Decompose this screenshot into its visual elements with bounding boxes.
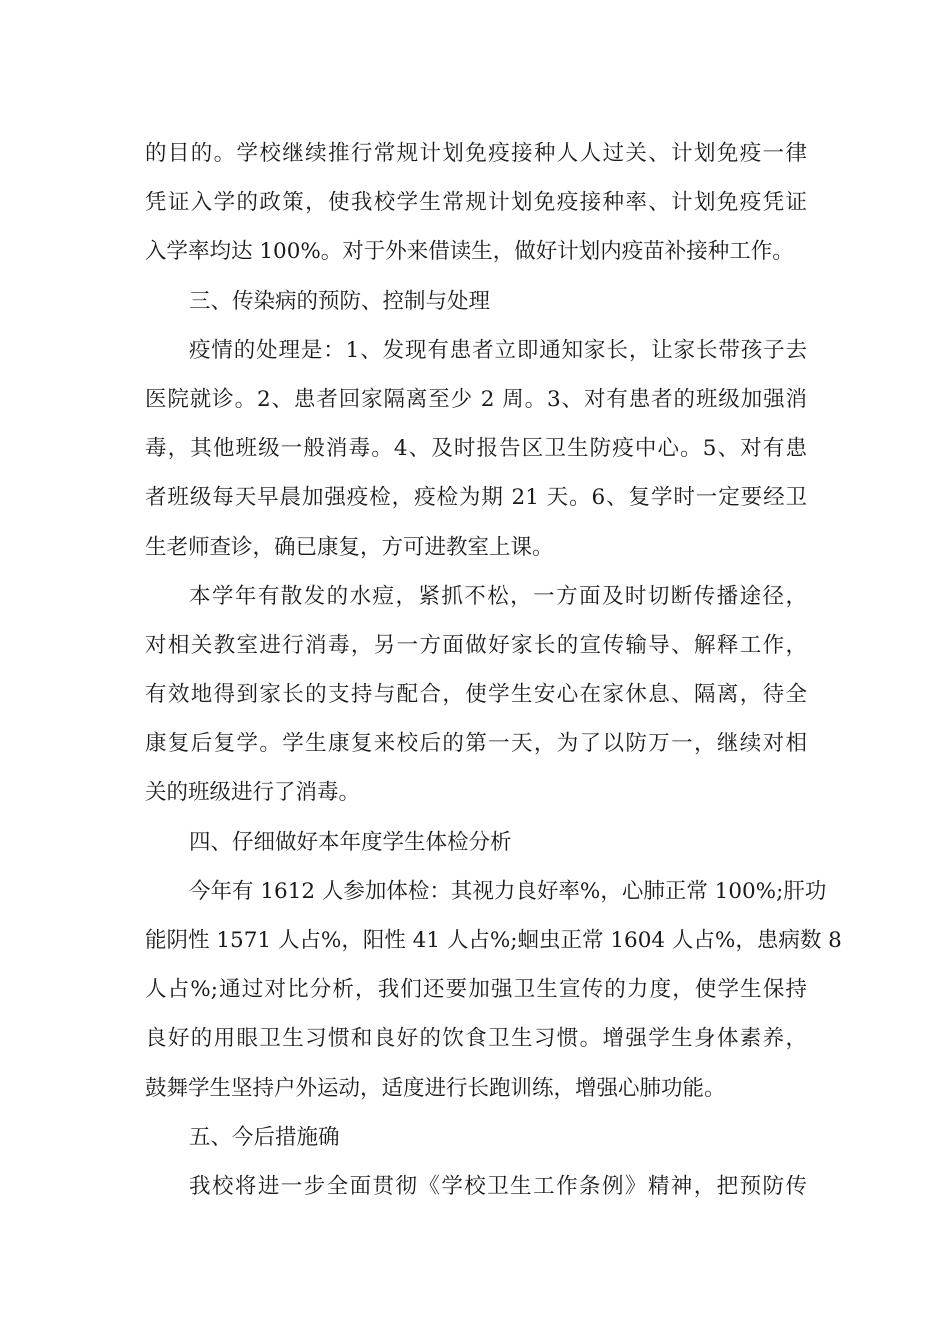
text-line: 人占%;通过对比分析，我们还要加强卫生宣传的力度，使学生保持 — [145, 977, 807, 1003]
text-line: 疫情的处理是：1、发现有患者立即通知家长，让家长带孩子去 — [189, 337, 807, 363]
text-line: 毒，其他班级一般消毒。4、及时报告区卫生防疫中心。5、对有患 — [145, 436, 807, 462]
section-heading: 三、传染病的预防、控制与处理 — [189, 288, 491, 314]
text-line: 凭证入学的政策，使我校学生常规计划免疫接种率、计划免疫凭证 — [145, 190, 807, 216]
text-line: 鼓舞学生坚持户外运动，适度进行长跑训练，增强心肺功能。 — [145, 1075, 726, 1101]
text-line: 关的班级进行了消毒。 — [145, 780, 361, 806]
text-line: 的目的。学校继续推行常规计划免疫接种人人过关、计划免疫一律 — [145, 141, 807, 166]
section-heading: 四、仔细做好本年度学生体检分析 — [189, 829, 512, 855]
text-line: 有效地得到家长的支持与配合，使学生安心在家休息、隔离，待全 — [145, 682, 807, 708]
text-line: 者班级每天早晨加强疫检，疫检为期 21 天。6、复学时一定要经卫 — [145, 485, 807, 511]
body-text — [145, 129, 842, 1211]
section-heading: 五、今后措施确 — [189, 1124, 340, 1150]
text-line: 我校将进一步全面贯彻《学校卫生工作条例》精神，把预防传 — [189, 1173, 807, 1199]
text-line: 能阴性 1571 人占%，阳性 41 人占%;蛔虫正常 1604 人占%，患病数 8 — [145, 928, 842, 953]
text-line: 康复后复学。学生康复来校后的第一天，为了以防万一，继续对相 — [145, 731, 807, 757]
text-line: 本学年有散发的水痘，紧抓不松，一方面及时切断传播途径， — [189, 583, 807, 609]
text-line: 良好的用眼卫生习惯和良好的饮食卫生习惯。增强学生身体素养， — [145, 1026, 807, 1052]
text-line: 今年有 1612 人参加体检：其视力良好率%，心肺正常 100%;肝功 — [189, 878, 827, 904]
text-line: 入学率均达 100%。对于外来借读生，做好计划内疫苗补接种工作。 — [145, 239, 794, 265]
text-line: 生老师查诊，确已康复，方可进教室上课。 — [145, 534, 554, 560]
text-line: 医院就诊。2、患者回家隔离至少 2 周。3、对有患者的班级加强消 — [145, 386, 807, 412]
text-line: 对相关教室进行消毒，另一方面做好家长的宣传输导、解释工作， — [145, 632, 807, 658]
